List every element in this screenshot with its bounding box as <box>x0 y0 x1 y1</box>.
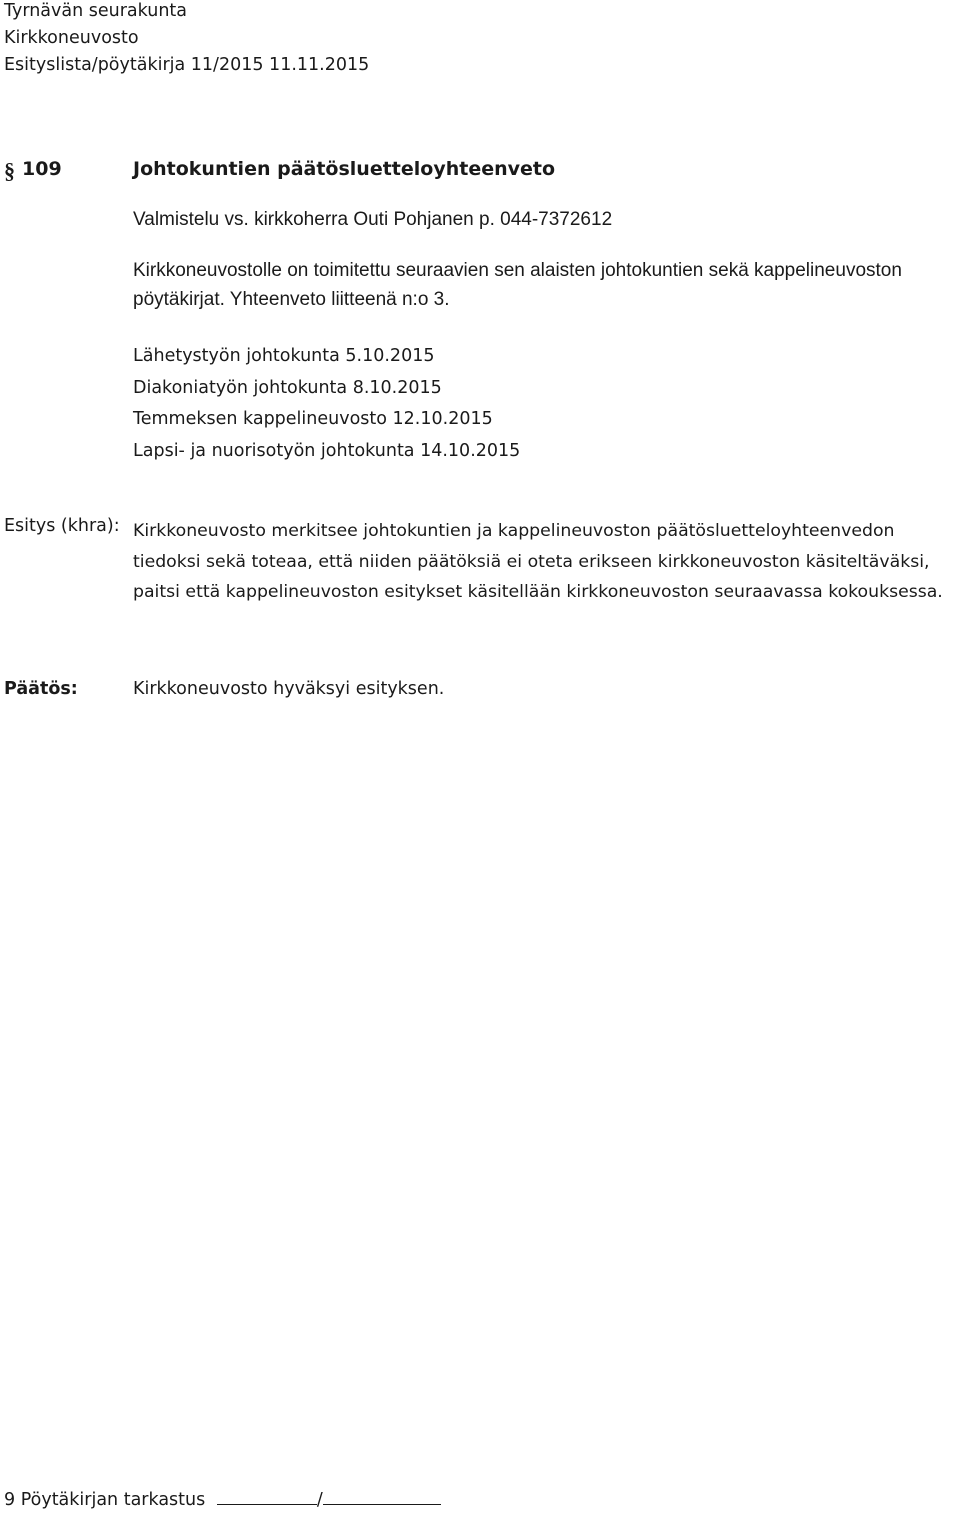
footer-separator: / <box>316 1490 323 1510</box>
minutes-list <box>133 341 520 467</box>
proposal-text <box>133 516 959 608</box>
proposal-line: Kirkkoneuvosto merkitsee johtokuntien ja kappelineuvoston päätösluetteloyhteenvedon <box>133 521 895 541</box>
footer-text: 9 Pöytäkirjan tarkastus <box>4 1490 206 1510</box>
signature-blank <box>323 1488 441 1505</box>
section-symbol: § <box>4 158 15 183</box>
governing-body: Kirkkoneuvosto <box>4 28 139 48</box>
list-item: Diakoniatyön johtokunta 8.10.2015 <box>133 377 442 398</box>
proposal-label: Esitys (khra): <box>4 516 120 536</box>
organization-name: Tyrnävän seurakunta <box>4 1 188 21</box>
intro-line: pöytäkirjat. Yhteenveto liitteenä n:o 3. <box>133 289 450 310</box>
list-item: Lapsi- ja nuorisotyön johtokunta 14.10.2015 <box>133 440 521 461</box>
list-item: Lähetystyön johtokunta 5.10.2015 <box>133 346 435 366</box>
proposal-line: paitsi että kappelineuvoston esitykset käsitellään kirkkoneuvoston seuraavassa kokouksessa. <box>133 582 943 602</box>
section-title: Johtokuntien päätösluetteloyhteenveto <box>133 158 556 180</box>
document-reference: Esityslista/pöytäkirja 11/2015 11.11.2015 <box>4 55 370 75</box>
decision-label: Päätös: <box>4 679 78 699</box>
signature-blank <box>217 1488 317 1505</box>
preparation-line: Valmistelu vs. kirkkoherra Outi Pohjanen p. 044-7372612 <box>133 209 613 230</box>
footer-review <box>4 1488 441 1510</box>
list-item: Temmeksen kappelineuvosto 12.10.2015 <box>133 409 493 429</box>
intro-line: Kirkkoneuvostolle on toimitettu seuraavien sen alaisten johtokuntien sekä kappelineuvoston <box>133 260 902 281</box>
proposal-line: tiedoksi sekä toteaa, että niiden päätöksiä ei oteta erikseen kirkkoneuvoston käsiteltäväksi, <box>133 551 930 572</box>
section-number: 109 <box>22 158 62 180</box>
decision-text: Kirkkoneuvosto hyväksyi esityksen. <box>133 679 445 699</box>
